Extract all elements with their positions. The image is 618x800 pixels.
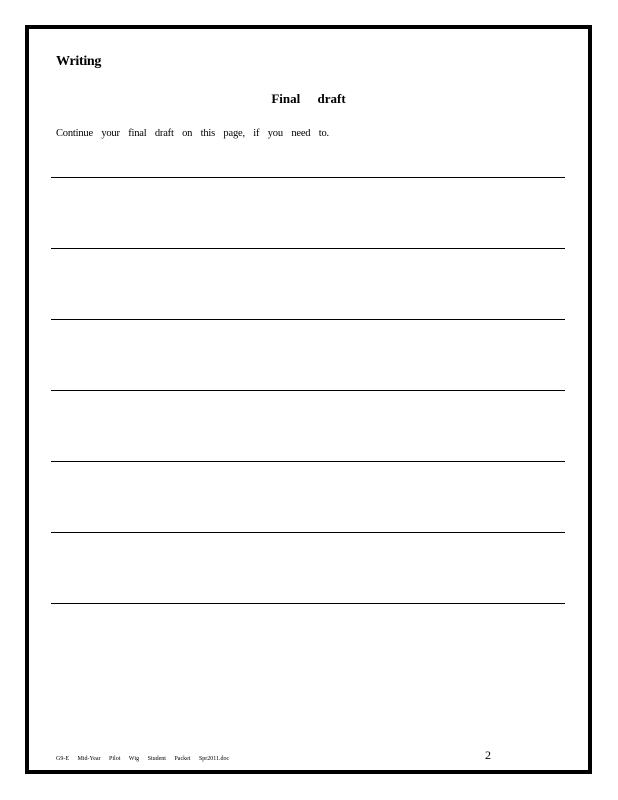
writing-line — [51, 248, 565, 249]
page-title: Final draft — [271, 91, 346, 106]
writing-line — [51, 461, 565, 462]
writing-line — [51, 532, 565, 533]
section-heading: Writing — [56, 54, 102, 69]
writing-line — [51, 603, 565, 604]
writing-line — [51, 177, 565, 178]
page-number: 2 — [485, 748, 491, 762]
writing-line — [51, 319, 565, 320]
instruction-text: Continue your final draft on this page, if you need to. — [56, 128, 329, 139]
footer-doc-info: G9-E Mid-Year Pilot Wtg Student Packet Spr2011.doc — [56, 756, 230, 762]
writing-line — [51, 390, 565, 391]
page-frame — [25, 25, 592, 774]
